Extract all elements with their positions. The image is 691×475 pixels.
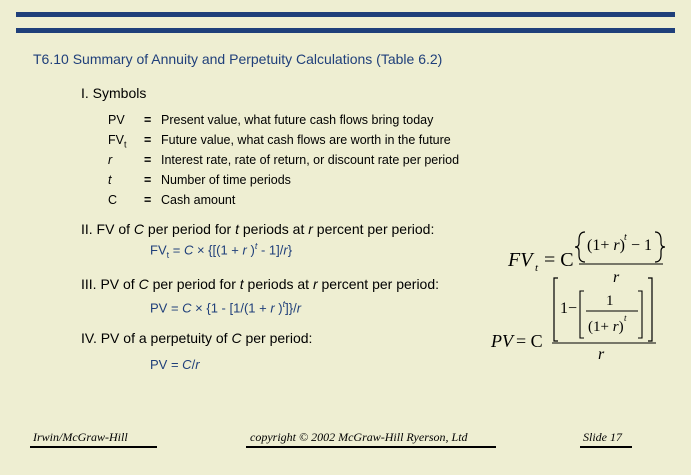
symbol-equals: = — [144, 173, 152, 187]
perpetuity-formula: PV = C/r — [150, 357, 200, 372]
symbol-equals: = — [144, 113, 152, 127]
section-perpetuity-heading: IV. PV of a perpetuity of C per period: — [81, 330, 313, 346]
footer-copyright: copyright © 2002 McGraw-Hill Ryerson, Ltd — [250, 430, 468, 444]
symbol-equals: = — [144, 153, 152, 167]
symbol-description: Future value, what cash flows are worth in the future — [161, 133, 451, 147]
symbol-code: t — [108, 173, 112, 187]
svg-text:− 1: − 1 — [631, 237, 653, 254]
svg-text:r: r — [598, 346, 605, 363]
svg-text:= C: = C — [516, 331, 543, 351]
svg-text:FV: FV — [508, 249, 533, 271]
slide-title: T6.10 Summary of Annuity and Perpetuity Calculations (Table 6.2) — [33, 51, 443, 67]
footer-slide-number: Slide 17 — [583, 430, 622, 444]
symbol-equals: = — [144, 193, 152, 207]
svg-text:r: r — [613, 269, 620, 286]
symbol-code: PV — [108, 113, 125, 127]
svg-text:t: t — [624, 313, 627, 323]
symbol-description: Present value, what future cash flows bring today — [161, 113, 434, 127]
svg-text:= C: = C — [544, 249, 574, 271]
svg-text:(1+ r): (1+ r) — [588, 319, 624, 335]
footer-rule-center — [246, 446, 496, 448]
pv-annuity-formula: PV = C × {1 - [1/(1 + r )$^t$]}/r — [150, 299, 302, 316]
symbol-code: r — [108, 153, 113, 167]
svg-text:PV: PV — [491, 331, 513, 351]
svg-text:1−: 1− — [560, 300, 578, 317]
symbol-equals: = — [144, 133, 152, 147]
symbol-code: $FV_t$ — [108, 133, 127, 150]
top-band — [16, 12, 675, 17]
fv-annuity-formula: $FV_t = C \times \{[(1 + r$ )$^t$ - 1]/r} — [150, 241, 293, 260]
symbol-description: Cash amount — [161, 193, 236, 207]
svg-text:t: t — [535, 262, 539, 274]
symbol-description: Number of time periods — [161, 173, 291, 187]
top-band-secondary — [16, 28, 675, 33]
symbol-description: Interest rate, rate of return, or discount rate per period — [161, 153, 460, 167]
section-pv-annuity-heading: III. PV of C per period for t periods at r percent per period: — [81, 276, 440, 292]
section-symbols-heading: I. Symbols — [81, 85, 147, 101]
footer-publisher: Irwin/McGraw-Hill — [33, 430, 128, 444]
svg-text:t: t — [624, 232, 627, 243]
footer-rule-left — [30, 446, 157, 448]
pv-formula-graphic — [488, 277, 663, 363]
footer-rule-right — [580, 446, 632, 448]
svg-text:1: 1 — [606, 293, 614, 309]
svg-text:(1+ r): (1+ r) — [587, 237, 625, 254]
symbol-code: C — [108, 193, 118, 207]
section-fv-heading: II. FV of C per period for t periods at r percent per period: — [81, 221, 435, 237]
